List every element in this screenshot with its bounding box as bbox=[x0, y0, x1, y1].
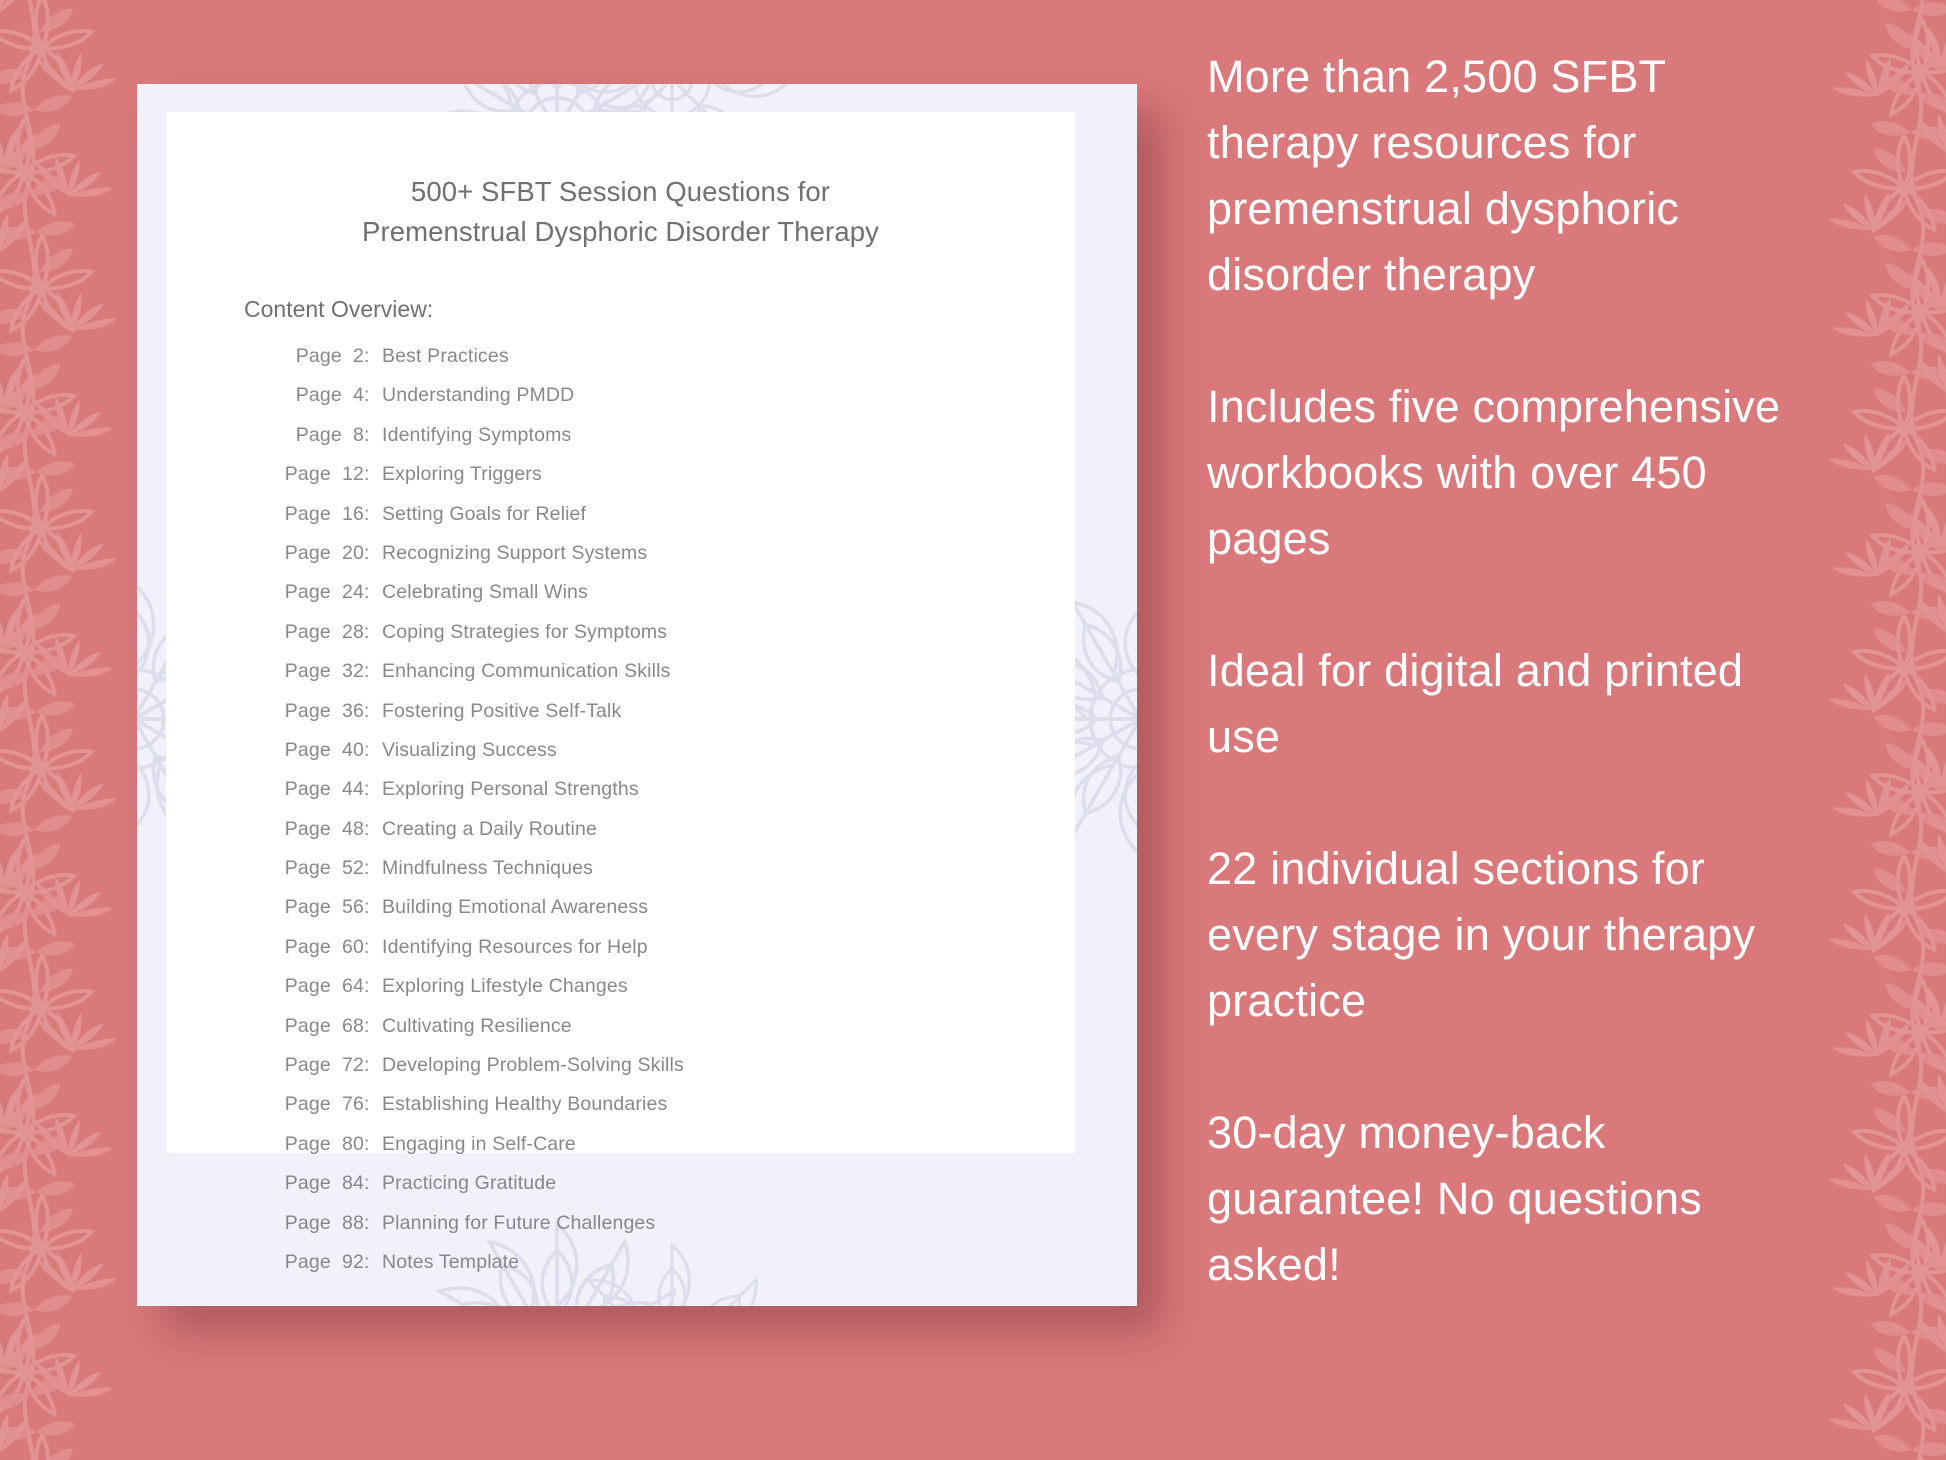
toc-colon: : bbox=[364, 1172, 370, 1195]
toc-row bbox=[267, 1015, 1075, 1054]
toc-page-number: Page 80 bbox=[284, 1132, 364, 1155]
toc-row bbox=[267, 1133, 1075, 1172]
book-cover bbox=[137, 84, 1137, 1306]
marketing-paragraph: Includes five comprehensive workbooks with over 450 pages bbox=[1207, 381, 1781, 564]
toc-row bbox=[267, 818, 1075, 857]
toc-page-number: Page 68 bbox=[284, 1014, 364, 1037]
toc-entry-title: Planning for Future Challenges bbox=[382, 1211, 656, 1234]
toc-page-number: Page 2 bbox=[295, 345, 364, 367]
toc-page-number: Page 60 bbox=[284, 935, 364, 958]
toc-entry-title: Identifying Resources for Help bbox=[382, 935, 648, 958]
toc-page-number: Page 12 bbox=[284, 463, 364, 486]
table-of-contents bbox=[267, 345, 1075, 1290]
toc-colon: : bbox=[364, 620, 370, 643]
toc-page-number: Page 24 bbox=[284, 581, 364, 604]
toc-entry-title: Mindfulness Techniques bbox=[382, 857, 594, 880]
toc-page-number: Page 64 bbox=[284, 975, 364, 998]
toc-entry-title: Cultivating Resilience bbox=[382, 1014, 572, 1037]
toc-page-number: Page 88 bbox=[284, 1211, 364, 1234]
toc-page-number: Page 8 bbox=[295, 423, 364, 446]
toc-colon: : bbox=[364, 1211, 370, 1234]
toc-colon: : bbox=[364, 345, 370, 367]
toc-entry-title: Coping Strategies for Symptoms bbox=[382, 620, 668, 643]
toc-colon: : bbox=[364, 935, 370, 958]
marketing-copy bbox=[1207, 44, 1797, 1298]
toc-colon: : bbox=[364, 817, 370, 840]
toc-colon: : bbox=[364, 1054, 370, 1077]
marketing-paragraph: 22 individual sections for every stage in your therapy practice bbox=[1207, 843, 1756, 1026]
toc-entry-title: Celebrating Small Wins bbox=[382, 581, 588, 604]
toc-page-number: Page 32 bbox=[284, 660, 364, 683]
toc-page-number: Page 92 bbox=[284, 1250, 364, 1273]
toc-colon: : bbox=[364, 699, 370, 722]
toc-page-number: Page 16 bbox=[284, 502, 364, 525]
page-title-line-1: 500+ SFBT Session Questions for bbox=[410, 176, 831, 207]
toc-colon: : bbox=[364, 1250, 370, 1273]
toc-row bbox=[267, 778, 1075, 817]
toc-entry-title: Exploring Triggers bbox=[382, 463, 542, 486]
toc-row bbox=[267, 1093, 1075, 1132]
toc-colon: : bbox=[364, 1132, 370, 1155]
toc-page-number: Page 36 bbox=[284, 699, 364, 722]
toc-colon: : bbox=[364, 581, 370, 604]
toc-entry-title: Developing Problem-Solving Skills bbox=[382, 1054, 684, 1077]
toc-entry-title: Exploring Personal Strengths bbox=[382, 778, 639, 801]
toc-row bbox=[267, 384, 1075, 423]
toc-page-number: Page 56 bbox=[284, 896, 364, 919]
toc-entry-title: Recognizing Support Systems bbox=[382, 541, 648, 564]
toc-row bbox=[267, 1251, 1075, 1290]
page-title bbox=[166, 172, 1075, 252]
toc-page-number: Page 76 bbox=[284, 1093, 364, 1116]
toc-entry-title: Exploring Lifestyle Changes bbox=[382, 975, 628, 998]
toc-page-number: Page 44 bbox=[284, 778, 364, 801]
toc-entry-title: Visualizing Success bbox=[382, 738, 557, 761]
toc-page-number: Page 84 bbox=[284, 1172, 364, 1195]
toc-row bbox=[267, 542, 1075, 581]
toc-entry-title: Practicing Gratitude bbox=[382, 1172, 557, 1195]
toc-page-number: Page 40 bbox=[284, 738, 364, 761]
toc-colon: : bbox=[364, 896, 370, 919]
marketing-paragraph: 30-day money-back guarantee! No questions asked! bbox=[1207, 1107, 1702, 1290]
toc-entry-title: Creating a Daily Routine bbox=[382, 817, 597, 840]
toc-row bbox=[267, 1172, 1075, 1211]
toc-colon: : bbox=[364, 1093, 370, 1116]
toc-entry-title: Building Emotional Awareness bbox=[382, 896, 649, 919]
toc-entry-title: Best Practices bbox=[382, 345, 509, 367]
toc-entry-title: Setting Goals for Relief bbox=[382, 502, 587, 525]
toc-page-number: Page 28 bbox=[284, 620, 364, 643]
toc-row bbox=[267, 739, 1075, 778]
toc-colon: : bbox=[364, 423, 370, 446]
toc-row bbox=[267, 700, 1075, 739]
book-preview bbox=[137, 84, 1137, 1306]
toc-row bbox=[267, 621, 1075, 660]
toc-row bbox=[267, 975, 1075, 1014]
toc-row bbox=[267, 463, 1075, 502]
toc-colon: : bbox=[364, 778, 370, 801]
toc-colon: : bbox=[364, 660, 370, 683]
toc-entry-title: Identifying Symptoms bbox=[382, 423, 572, 446]
toc-colon: : bbox=[364, 384, 370, 407]
toc-colon: : bbox=[364, 975, 370, 998]
toc-colon: : bbox=[364, 463, 370, 486]
toc-page-number: Page 48 bbox=[284, 817, 364, 840]
toc-colon: : bbox=[364, 738, 370, 761]
toc-row bbox=[267, 424, 1075, 463]
toc-row bbox=[267, 1212, 1075, 1251]
toc-row bbox=[267, 857, 1075, 896]
toc-colon: : bbox=[364, 541, 370, 564]
toc-row bbox=[267, 936, 1075, 975]
toc-entry-title: Enhancing Communication Skills bbox=[382, 660, 671, 683]
page-title-line-2: Premenstrual Dysphoric Disorder Therapy bbox=[362, 216, 879, 247]
toc-page-number: Page 72 bbox=[284, 1054, 364, 1077]
toc-entry-title: Fostering Positive Self-Talk bbox=[382, 699, 622, 722]
toc-entry-title: Understanding PMDD bbox=[382, 384, 575, 407]
toc-row bbox=[267, 896, 1075, 935]
toc-row bbox=[267, 503, 1075, 542]
toc-entry-title: Establishing Healthy Boundaries bbox=[382, 1093, 668, 1116]
toc-colon: : bbox=[364, 857, 370, 880]
toc-page-number: Page 4 bbox=[295, 384, 364, 407]
marketing-paragraph: More than 2,500 SFBT therapy resources for premenstrual dysphoric disorder therapy bbox=[1207, 51, 1680, 300]
toc-row bbox=[267, 581, 1075, 620]
toc-entry-title: Notes Template bbox=[382, 1250, 520, 1273]
toc-colon: : bbox=[364, 1014, 370, 1037]
toc-colon: : bbox=[364, 502, 370, 525]
content-overview-label: Content Overview: bbox=[244, 296, 434, 322]
toc-row bbox=[267, 660, 1075, 699]
toc-page-number: Page 20 bbox=[284, 541, 364, 564]
toc-page-number: Page 52 bbox=[284, 857, 364, 880]
marketing-paragraph: Ideal for digital and printed use bbox=[1207, 645, 1744, 762]
toc-entry-title: Engaging in Self-Care bbox=[382, 1132, 576, 1155]
toc-row bbox=[267, 1054, 1075, 1093]
toc-row bbox=[267, 345, 1075, 384]
document-page bbox=[166, 112, 1075, 1273]
